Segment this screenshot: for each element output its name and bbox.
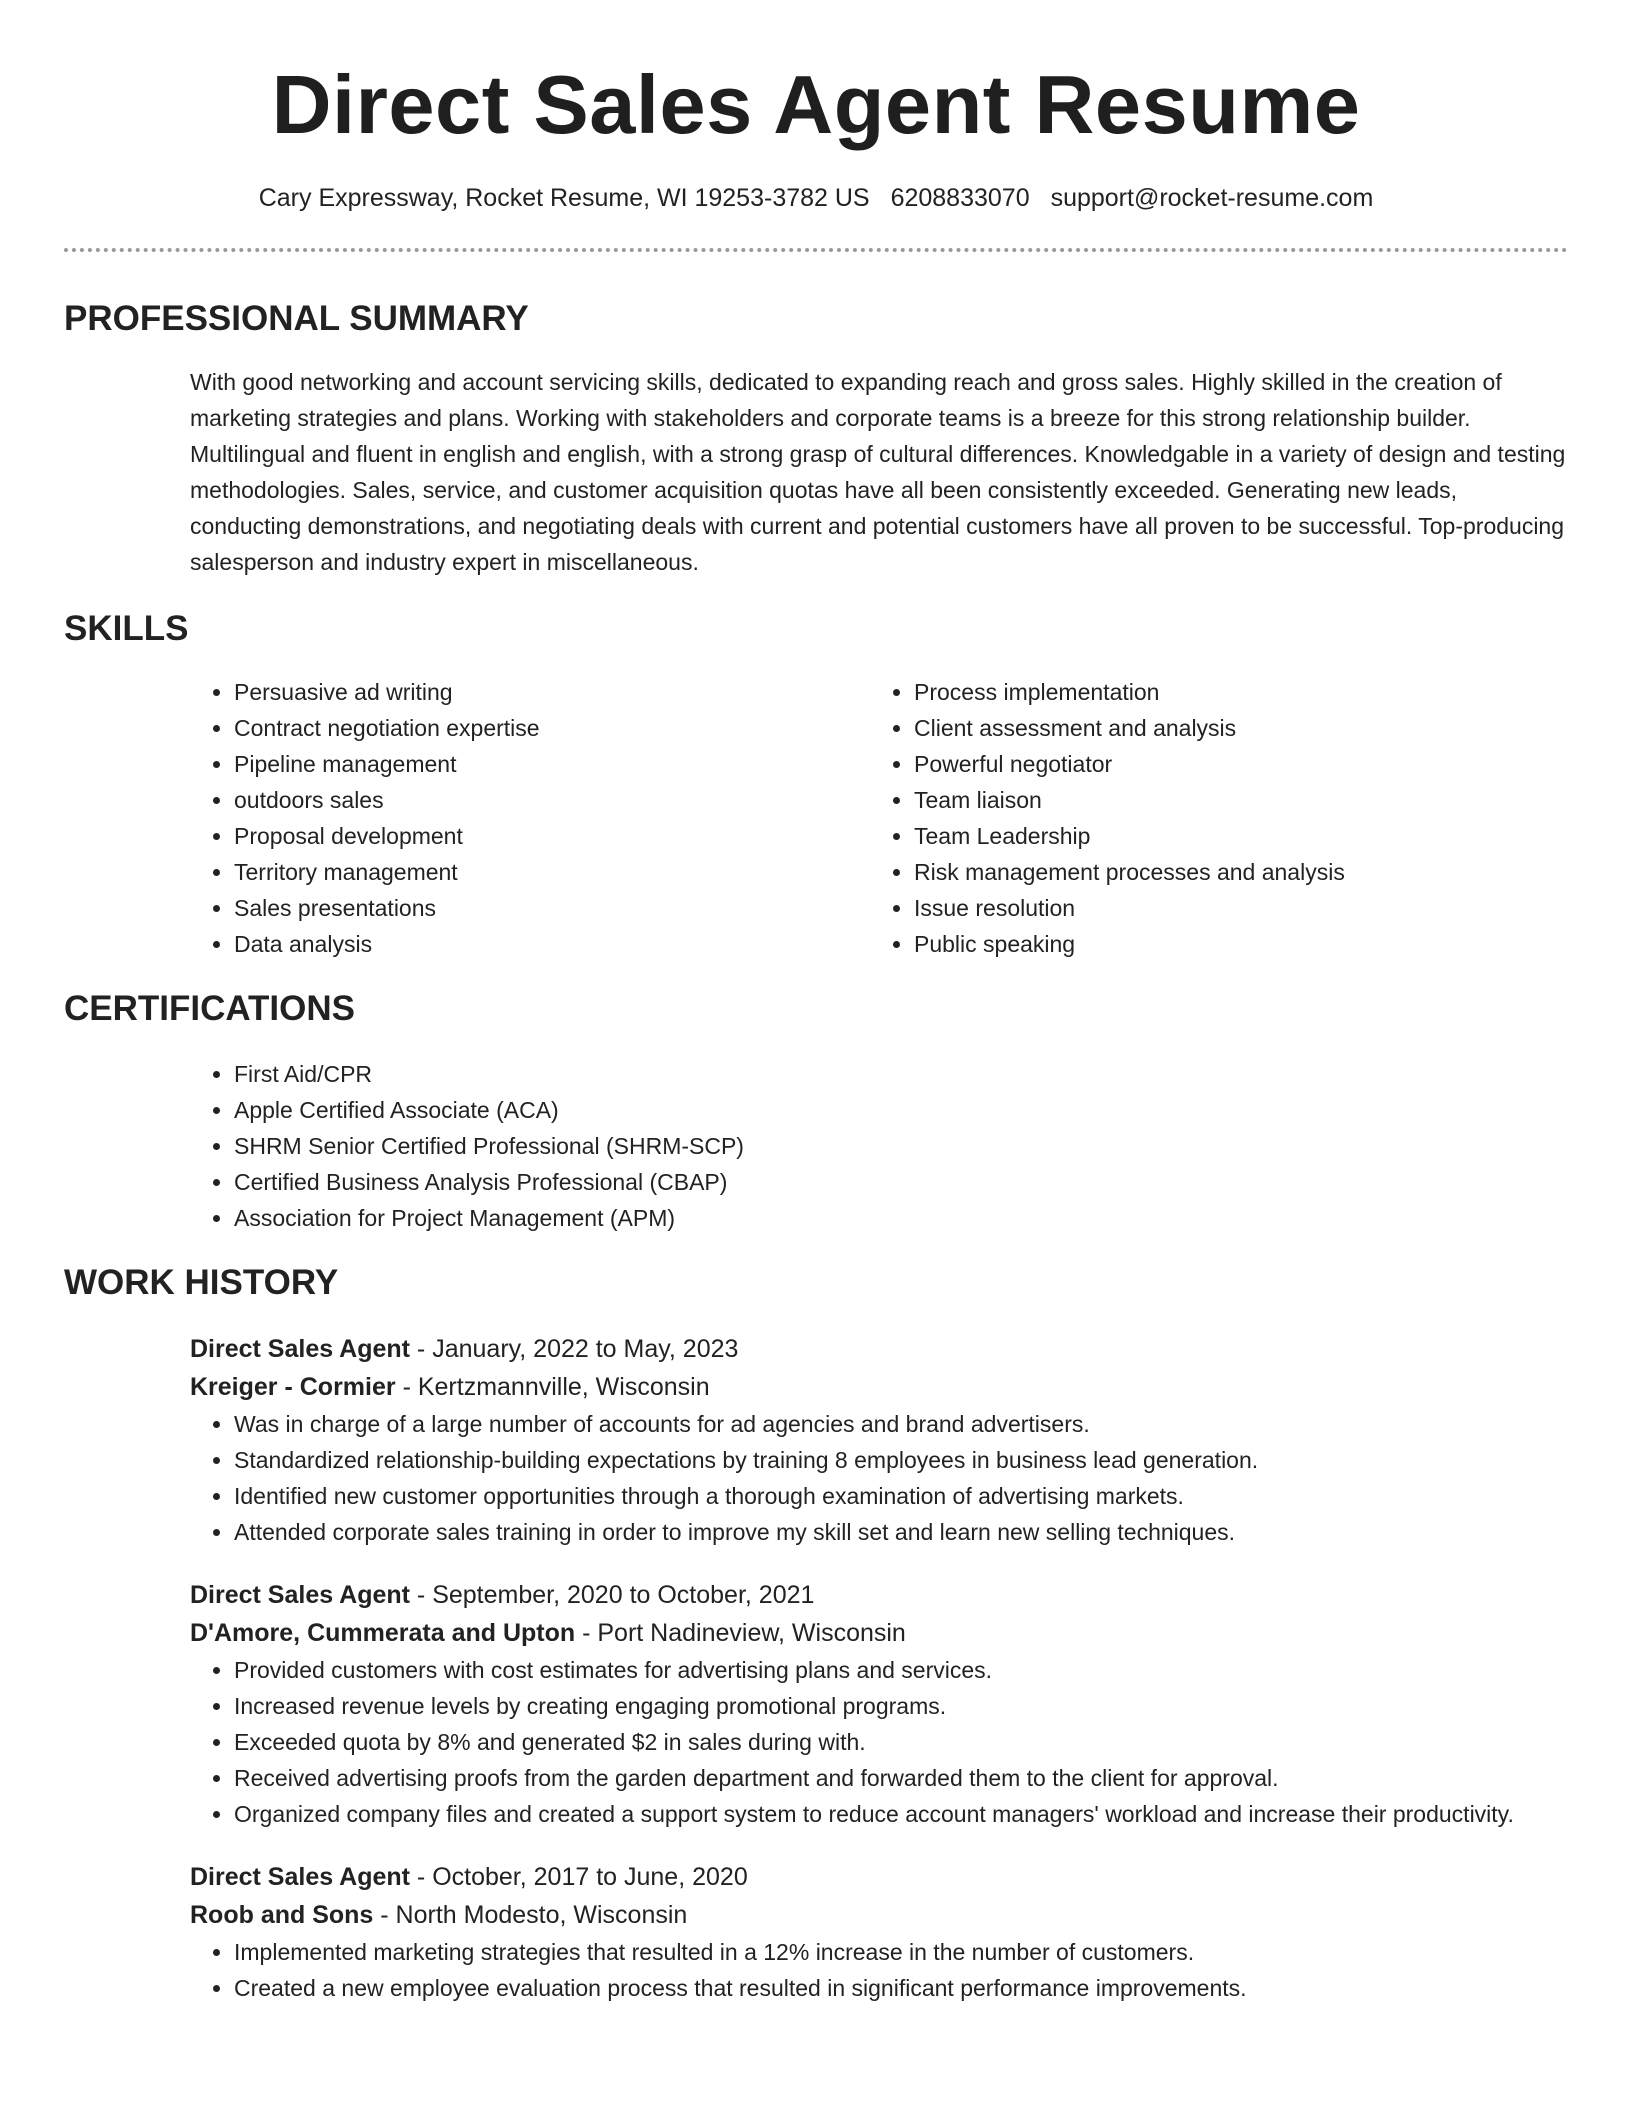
contact-phone: 6208833070 (890, 184, 1030, 212)
skill-item: • Risk management processes and analysis (914, 854, 1550, 890)
job-dates: - September, 2020 to October, 2021 (409, 1581, 815, 1609)
contact-address: Cary Expressway, Rocket Resume, WI 19253-3782 US (258, 184, 870, 212)
skill-item: • outdoors sales (234, 782, 870, 818)
certifications-heading: CERTIFICATIONS (64, 989, 356, 1028)
certification-item: • SHRM Senior Certified Professional (SHRM-SCP) (234, 1128, 1568, 1164)
job-role: Direct Sales Agent (190, 1581, 410, 1609)
job-bullet: • Was in charge of a large number of accounts for ad agencies and brand advertisers. (234, 1406, 1568, 1442)
job-bullet: • Created a new employee evaluation process that resulted in significant performance improvements. (234, 1970, 1568, 2006)
job-entry (190, 1330, 1568, 1550)
job-company: D'Amore, Cummerata and Upton (190, 1619, 576, 1647)
resume-title: Direct Sales Agent Resume (271, 58, 1361, 151)
skill-item: • Client assessment and analysis (914, 710, 1550, 746)
contact-email: support@rocket-resume.com (1050, 184, 1374, 212)
skill-item: • Powerful negotiator (914, 746, 1550, 782)
work-history-heading: WORK HISTORY (64, 1263, 339, 1302)
job-bullet: • Standardized relationship-building expectations by training 8 employees in business lead generation. (234, 1442, 1568, 1478)
skills-heading: SKILLS (64, 609, 189, 648)
job-entry (190, 1576, 1568, 1832)
skills-section (64, 608, 1568, 962)
skill-item: • Persuasive ad writing (234, 674, 870, 710)
skills-column-right (870, 674, 1550, 962)
job-company-line (190, 1896, 1568, 1934)
job-bullet: • Organized company files and created a support system to reduce account managers' workload and increase their productivity. (234, 1796, 1568, 1832)
job-entry (190, 1858, 1568, 2006)
job-title-line (190, 1858, 1568, 1896)
job-bullet: • Exceeded quota by 8% and generated $2 in sales during with. (234, 1724, 1568, 1760)
job-company-line (190, 1368, 1568, 1406)
skills-columns (190, 674, 1568, 962)
skill-item: • Process implementation (914, 674, 1550, 710)
job-dates: - October, 2017 to June, 2020 (409, 1863, 748, 1891)
job-title-line (190, 1330, 1568, 1368)
skill-item: • Proposal development (234, 818, 870, 854)
job-role: Direct Sales Agent (190, 1335, 410, 1363)
job-bullet: • Received advertising proofs from the garden department and forwarded them to the client for approval. (234, 1760, 1568, 1796)
certification-item: • First Aid/CPR (234, 1056, 1568, 1092)
certification-item: • Certified Business Analysis Professional (CBAP) (234, 1164, 1568, 1200)
job-location: - North Modesto, Wisconsin (373, 1901, 688, 1929)
certification-item: • Association for Project Management (APM) (234, 1200, 1568, 1236)
work-history-section (64, 1262, 1568, 2006)
header-divider (64, 248, 1568, 252)
skills-column-left (190, 674, 870, 962)
skill-item: • Issue resolution (914, 890, 1550, 926)
job-title-line (190, 1576, 1568, 1614)
contact-line (64, 182, 1568, 214)
skill-item: • Territory management (234, 854, 870, 890)
skills-list-left (190, 674, 870, 962)
skill-item: • Public speaking (914, 926, 1550, 962)
certifications-list (190, 1056, 1568, 1236)
job-bullets (190, 1934, 1568, 2006)
job-company: Kreiger - Cormier (190, 1373, 396, 1401)
job-bullet: • Attended corporate sales training in order to improve my skill set and learn new selling techniques. (234, 1514, 1568, 1550)
job-bullet: • Identified new customer opportunities through a thorough examination of advertising markets. (234, 1478, 1568, 1514)
certifications-wrap (190, 1056, 1568, 1236)
job-company-line (190, 1614, 1568, 1652)
job-role: Direct Sales Agent (190, 1863, 410, 1891)
job-location: - Port Nadineview, Wisconsin (575, 1619, 906, 1647)
job-bullet: • Increased revenue levels by creating engaging promotional programs. (234, 1688, 1568, 1724)
skill-item: • Sales presentations (234, 890, 870, 926)
job-bullet: • Implemented marketing strategies that resulted in a 12% increase in the number of customers. (234, 1934, 1568, 1970)
summary-section (64, 298, 1568, 580)
skill-item: • Contract negotiation expertise (234, 710, 870, 746)
job-bullet: • Provided customers with cost estimates for advertising plans and services. (234, 1652, 1568, 1688)
summary-text: With good networking and account servicing skills, dedicated to expanding reach and gross sales. Highly skilled in the creation of marketing strategies and plans. Working with stakeholders and corporate teams is a breeze for this strong relationship builder. Multilingual and fluent in english and english, with a strong grasp of cultural differences. Knowledgable in a variety of design and testing methodologies. Sales, service, and customer acquisition quotas have all been consistently exceeded. Generating new leads, conducting demonstrations, and negotiating deals with current and potential customers have all proven to be successful. Top-producing salesperson and industry expert in miscellaneous. (190, 369, 1566, 575)
skill-item: • Pipeline management (234, 746, 870, 782)
skill-item: • Data analysis (234, 926, 870, 962)
skill-item: • Team liaison (914, 782, 1550, 818)
skill-item: • Team Leadership (914, 818, 1550, 854)
job-dates: - January, 2022 to May, 2023 (409, 1335, 739, 1363)
skills-list-right (870, 674, 1550, 962)
resume-page (64, 0, 1568, 2006)
certifications-section (64, 988, 1568, 1236)
certification-item: • Apple Certified Associate (ACA) (234, 1092, 1568, 1128)
job-bullets (190, 1652, 1568, 1832)
summary-heading: PROFESSIONAL SUMMARY (64, 299, 529, 338)
job-company: Roob and Sons (190, 1901, 374, 1929)
job-location: - Kertzmannville, Wisconsin (395, 1373, 710, 1401)
job-bullets (190, 1406, 1568, 1550)
